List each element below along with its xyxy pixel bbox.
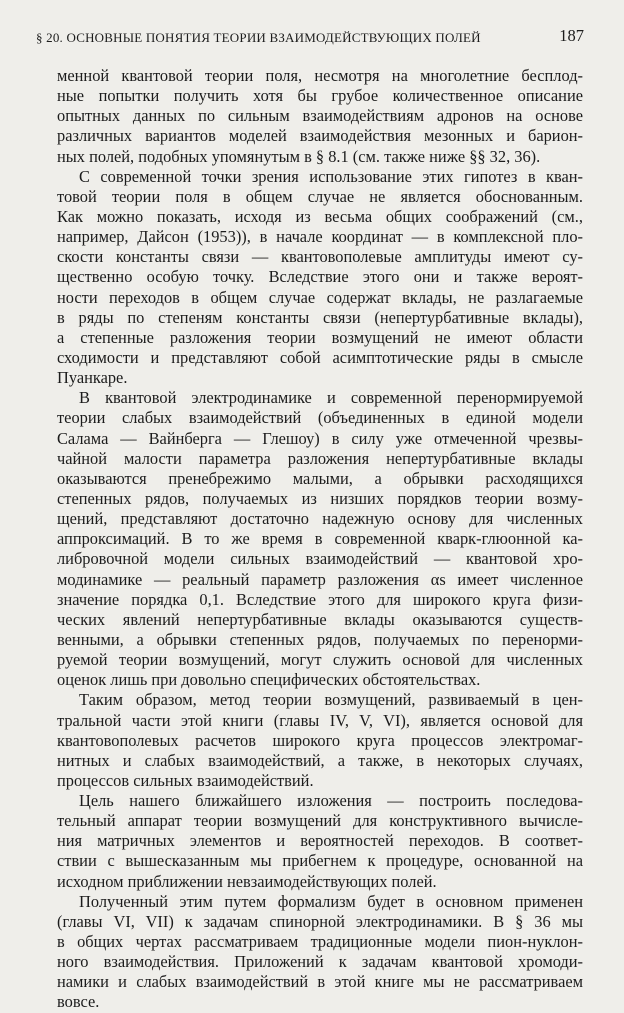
text-line: вовсе. (57, 992, 100, 1012)
page-number: 187 (559, 26, 584, 45)
paragraph (57, 690, 583, 791)
text-line: значение порядка 0,1. Вследствие этого для широкого круга физи- (57, 589, 583, 609)
text-line: степенных рядов, получаемых из низших порядков теории возму- (57, 488, 583, 508)
text-line: либровочной модели сильных взаимодействий — квантовой хро- (57, 549, 583, 569)
text-line: например, Дайсон (1953)), в начале координат — в комплексной пло- (57, 227, 583, 247)
paragraph (57, 388, 583, 690)
text-line: различных вариантов моделей взаимодействия мезонных и барион- (57, 126, 583, 146)
text-line: ного взаимодействия. Приложений к задачам квантовой хромоди- (57, 952, 583, 972)
text-line: аппроксимаций. В то же время в современной кварк-глюонной ка- (57, 529, 583, 549)
text-line: оценок лишь при довольно специфических обстоятельствах. (57, 670, 481, 690)
text-line: теории слабых взаимодействий (объединенных в единой модели (57, 408, 583, 428)
text-line: опытных данных по сильным взаимодействиям адронов на основе (57, 106, 583, 126)
text-line: ствии с вышесказанным мы прибегнем к процедуре, основанной на (57, 851, 583, 871)
text-line: скости константы связи — квантовополевые амплитуды имеют су- (57, 247, 583, 267)
text-line: Цель нашего ближайшего изложения — построить последова- (79, 791, 583, 811)
text-line: тральной части этой книги (главы IV, V, VI), является основой для (57, 710, 583, 730)
text-line: ные попытки получить хотя бы грубое количественное описание (57, 86, 583, 106)
text-line: исходном приближении невзаимодействующих полей. (57, 871, 437, 891)
text-line: чайной малости параметра разложения непертурбативные вклады (57, 448, 583, 468)
running-title: § 20. ОСНОВНЫЕ ПОНЯТИЯ ТЕОРИИ ВЗАИМОДЕЙСТВУЮЩИХ ПОЛЕЙ (36, 30, 481, 45)
text-body (57, 66, 583, 1013)
text-line: щений, представляют достаточно надежную основу для численных (57, 509, 583, 529)
text-line: Полученный этим путем формализм будет в основном применен (79, 891, 583, 911)
text-line: в ряды по степеням константы связи (непертурбативные вклады), (57, 307, 583, 327)
text-line: руемой теории возмущений, могут служить основой для численных (57, 650, 583, 670)
text-line: тельный аппарат теории возмущений для конструктивного вычисле- (57, 811, 583, 831)
text-line: щественно особую точку. Вследствие этого они и также вероят- (57, 267, 583, 287)
text-line: менной квантовой теории поля, несмотря на многолетние бесплод- (57, 66, 583, 85)
text-line: ности переходов в общем случае содержат вклады, не разлагаемые (57, 287, 583, 307)
text-line: Салама — Вайнберга — Глешоу) в силу уже отмеченной чрезвы- (57, 428, 583, 448)
paragraph (57, 892, 583, 1013)
text-line: а степенные разложения теории возмущений не имеют области (57, 327, 583, 347)
paragraph (57, 167, 583, 389)
running-head (36, 26, 584, 48)
paragraph (57, 791, 583, 892)
text-line: Как можно показать, исходя из весьма общих соображений (см., (57, 206, 583, 226)
text-line: ных полей, подобных упомянутым в § 8.1 (см. также ниже §§ 32, 36). (57, 146, 541, 166)
text-line: (главы VI, VII) к задачам спинорной электродинамики. В § 36 мы (57, 911, 583, 931)
text-line: венными, а обрывки степенных рядов, получаемых по перенорми- (57, 629, 583, 649)
text-line: квантовополевых расчетов широкого круга процессов электромаг- (57, 730, 583, 750)
text-line: товой теории поля в общем случае не является обоснованным. (57, 186, 583, 206)
text-line: ния матричных элементов и вероятностей переходов. В соответ- (57, 831, 583, 851)
text-line: намики и слабых взаимодействий в этой книге мы не рассматриваем (57, 972, 583, 992)
text-line: С современной точки зрения использование этих гипотез в кван- (79, 166, 583, 186)
text-line: Пуанкаре. (57, 368, 128, 388)
text-line: Таким образом, метод теории возмущений, развиваемый в цен- (79, 690, 583, 710)
text-line: модинамике — реальный параметр разложения αs имеет численное (57, 569, 583, 589)
paragraph (57, 66, 583, 167)
text-line: в общих чертах рассматриваем традиционные модели пион-нуклон- (57, 932, 583, 952)
text-line: оказываются пренебрежимо малыми, а обрывки расходящихся (57, 468, 583, 488)
text-line: ческих явлений непертурбативные вклады оказываются существ- (57, 609, 583, 629)
text-line: сходимости и представляют собой асимптотические ряды в смысле (57, 347, 583, 367)
text-line: нитных и слабых взаимодействий, а также, в некоторых случаях, (57, 750, 583, 770)
text-line: процессов сильных взаимодействий. (57, 770, 314, 790)
text-line: В квантовой электродинамике и современной перенормируемой (79, 388, 583, 408)
